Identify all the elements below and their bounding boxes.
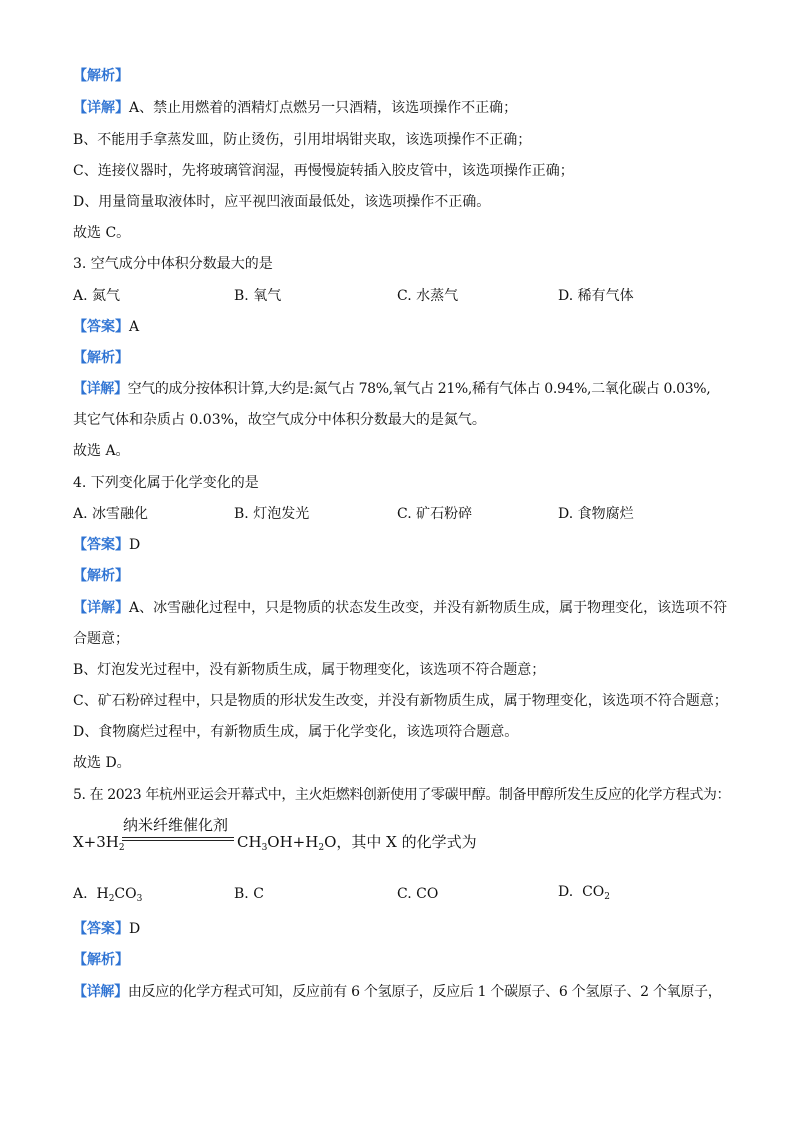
- question-stem: 5. 在 2023 年杭州亚运会开幕式中，主火炬燃料创新使用了零碳甲醇。制备甲醇所发生反应的化学方程式为：: [73, 787, 731, 803]
- option-a: A. 冰雪融化: [73, 506, 149, 522]
- answer-line: 【答案】A: [73, 319, 140, 335]
- option-b: B. 灯泡发光: [234, 506, 310, 522]
- answer-line: 【答案】D: [73, 537, 141, 553]
- question-stem: 3. 空气成分中体积分数最大的是: [73, 256, 273, 272]
- answer-heading: 【答案】: [73, 319, 129, 335]
- option-c: C. CO: [397, 886, 439, 902]
- option-b: B. 氧气: [234, 288, 282, 304]
- detail-heading: 【详解】: [73, 600, 129, 616]
- conclusion: 故选 A。: [73, 443, 130, 459]
- detail-a-continued: 合题意；: [73, 631, 129, 647]
- detail-c: C、连接仪器时，先将玻璃管润湿，再慢慢旋转插入胶皮管中，该选项操作正确；: [73, 163, 574, 179]
- conclusion: 故选 D。: [73, 755, 131, 771]
- option-c: C. 水蒸气: [397, 288, 459, 304]
- equation-reactants: $X+3H_2$: [73, 833, 125, 853]
- reaction-arrow-lower: [122, 840, 234, 841]
- detail-line-1: 【详解】空气的成分按体积计算,大约是:氮气占 78%,氧气占 21%,稀有气体占 0.94%,二氧化碳占 0.03%,: [73, 381, 711, 397]
- answer-heading: 【答案】: [73, 921, 129, 937]
- question-stem: 4. 下列变化属于化学变化的是: [73, 475, 259, 491]
- option-b: B. C: [234, 886, 264, 902]
- option-d: D. 稀有气体: [558, 288, 634, 304]
- option-a: A. 氮气: [73, 288, 121, 304]
- analysis-heading: 【解析】: [73, 350, 129, 366]
- detail-heading: 【详解】: [73, 984, 128, 1000]
- detail-d: D、用量筒量取液体时，应平视凹液面最低处，该选项操作不正确。: [73, 194, 491, 210]
- detail-d: D、食物腐烂过程中，有新物质生成，属于化学变化，该选项符合题意。: [73, 724, 519, 740]
- detail-b: B、不能用手拿蒸发皿，防止烫伤，引用坩埚钳夹取，该选项操作不正确；: [73, 132, 532, 148]
- reaction-arrow: [122, 837, 234, 838]
- detail-a: 【详解】A、冰雪融化过程中，只是物质的状态发生改变，并没有新物质生成，属于物理变化，该选项不符: [73, 600, 728, 616]
- option-c: C. 矿石粉碎: [397, 506, 473, 522]
- conclusion: 故选 C。: [73, 225, 131, 241]
- detail-line-2: 其它气体和杂质占 0.03%，故空气成分中体积分数最大的是氮气。: [73, 412, 486, 428]
- detail-heading: 【详解】: [73, 381, 128, 397]
- detail-a: 【详解】A、禁止用燃着的酒精灯点燃另一只酒精，该选项操作不正确；: [73, 100, 518, 116]
- option-a: A. $H_2CO_3$: [73, 886, 143, 904]
- reaction-condition: 纳米纤维催化剂: [123, 816, 229, 834]
- equation-products: $CH_3OH+H_2O$，其中 X 的化学式为: [237, 833, 477, 853]
- analysis-heading: 【解析】: [73, 68, 129, 84]
- detail-b: B、灯泡发光过程中，没有新物质生成，属于物理变化，该选项不符合题意；: [73, 662, 546, 678]
- detail-c: C、矿石粉碎过程中，只是物质的形状发生改变，并没有新物质生成，属于物理变化，该选项不符合题意；: [73, 693, 728, 709]
- option-d: D. $CO_2$: [558, 884, 611, 902]
- answer-heading: 【答案】: [73, 537, 129, 553]
- detail-line-1: 【详解】由反应的化学方程式可知，反应前有 6 个氢原子，反应后 1 个碳原子、6 个氢原子、2 个氧原子，: [73, 984, 722, 1000]
- option-d: D. 食物腐烂: [558, 506, 634, 522]
- analysis-heading: 【解析】: [73, 952, 129, 968]
- detail-heading: 【详解】: [73, 100, 129, 116]
- analysis-heading: 【解析】: [73, 568, 129, 584]
- answer-line: 【答案】D: [73, 921, 141, 937]
